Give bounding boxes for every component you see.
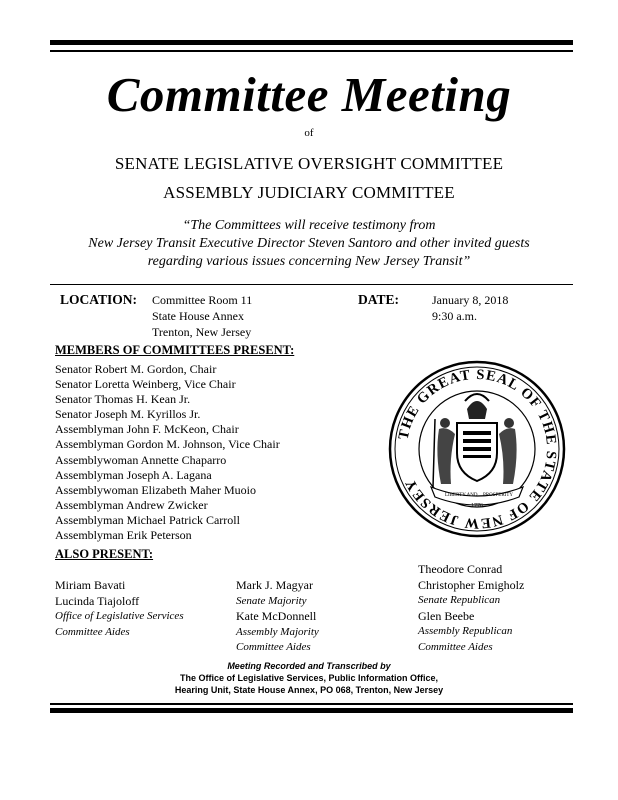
state-seal xyxy=(387,359,567,539)
location-label: LOCATION: xyxy=(60,292,138,307)
date-label: DATE: xyxy=(358,292,400,307)
staff-name: Christopher Emigholz xyxy=(418,577,525,592)
staff-name: Kate McDonnell xyxy=(236,609,317,623)
bottom-thick-rule xyxy=(50,708,573,713)
top-thin-rule xyxy=(50,50,573,52)
also-present-col-3 xyxy=(418,562,524,655)
also-present-col-1 xyxy=(55,578,184,640)
subject-line: New Jersey Transit Executive Director Steven Santoro and other invited guests xyxy=(88,236,530,251)
footer-line: Meeting Recorded and Transcribed by xyxy=(227,661,391,671)
also-present-heading: ALSO PRESENT: xyxy=(55,547,154,561)
list-item: Assemblyman Michael Patrick Carroll xyxy=(55,512,240,527)
seal-graphic xyxy=(387,359,567,539)
time-line: 9:30 a.m. xyxy=(432,309,477,323)
staff-role: Senate Majority xyxy=(236,594,307,607)
footer-line: The Office of Legislative Services, Public Information Office, xyxy=(179,673,439,683)
date-line: January 8, 2018 xyxy=(432,293,509,307)
location-line: Committee Room 11 xyxy=(152,293,253,307)
staff-role: Committee Aides xyxy=(55,625,130,638)
top-thick-rule xyxy=(50,40,573,45)
bottom-thin-rule xyxy=(50,703,573,705)
date-value xyxy=(432,292,508,324)
seal-banner-right: PROSPERITY xyxy=(483,493,514,498)
list-item: Assemblyman Erik Peterson xyxy=(55,528,192,543)
list-item: Assemblyman Joseph A. Lagana xyxy=(55,467,212,482)
transcription-credit xyxy=(0,660,618,696)
seal-ring-text: THE GREAT SEAL OF THE STATE OF NEW JERSEY xyxy=(395,366,560,532)
section-divider xyxy=(50,284,573,285)
staff-name: Glen Beebe xyxy=(418,608,475,623)
subject-line: regarding various issues concerning New Jersey Transit” xyxy=(147,254,471,269)
seal-year: 1776 xyxy=(471,503,483,509)
list-item: Assemblyman Andrew Zwicker xyxy=(55,497,208,512)
footer-line: Hearing Unit, State House Annex, PO 068, Trenton, New Jersey xyxy=(174,685,444,695)
staff-role: Committee Aides xyxy=(418,640,493,653)
location-line: Trenton, New Jersey xyxy=(152,325,252,339)
list-item: Senator Thomas H. Kean Jr. xyxy=(55,392,191,407)
committee-name-assembly: ASSEMBLY JUDICIARY COMMITTEE xyxy=(163,183,455,202)
list-item: Senator Robert M. Gordon, Chair xyxy=(55,362,217,376)
subject-line: “The Committees will receive testimony from xyxy=(182,218,436,233)
seal-banner-left: LIBERTY AND xyxy=(445,493,478,498)
list-item: Assemblyman Gordon M. Johnson, Vice Chair xyxy=(55,437,280,452)
document-title: Committee Meeting xyxy=(106,67,512,122)
list-item: Assemblywoman Elizabeth Maher Muoio xyxy=(55,482,256,497)
staff-name: Miriam Bavati xyxy=(55,578,126,592)
staff-role: Office of Legislative Services xyxy=(55,610,184,622)
of-text: of xyxy=(304,127,314,139)
location-value xyxy=(152,292,252,340)
staff-role: Assembly Republican xyxy=(418,625,513,637)
staff-role: Senate Republican xyxy=(418,594,501,606)
members-heading: MEMBERS OF COMMITTEES PRESENT: xyxy=(55,343,295,357)
committee-name-senate: SENATE LEGISLATIVE OVERSIGHT COMMITTEE xyxy=(114,154,504,173)
list-item: Assemblyman John F. McKeon, Chair xyxy=(55,422,239,437)
location-line: State House Annex xyxy=(152,309,244,323)
subject-quote xyxy=(0,217,618,271)
members-list xyxy=(55,362,280,543)
staff-role: Assembly Majority xyxy=(236,625,319,638)
staff-name: Lucinda Tiajoloff xyxy=(55,593,140,608)
staff-name: Theodore Conrad xyxy=(418,562,503,576)
list-item: Assemblywoman Annette Chaparro xyxy=(55,452,227,467)
list-item: Senator Joseph M. Kyrillos Jr. xyxy=(55,407,201,422)
also-present-col-2 xyxy=(236,578,319,656)
list-item: Senator Loretta Weinberg, Vice Chair xyxy=(55,377,236,392)
staff-name: Mark J. Magyar xyxy=(236,578,313,592)
staff-role: Committee Aides xyxy=(236,641,311,653)
